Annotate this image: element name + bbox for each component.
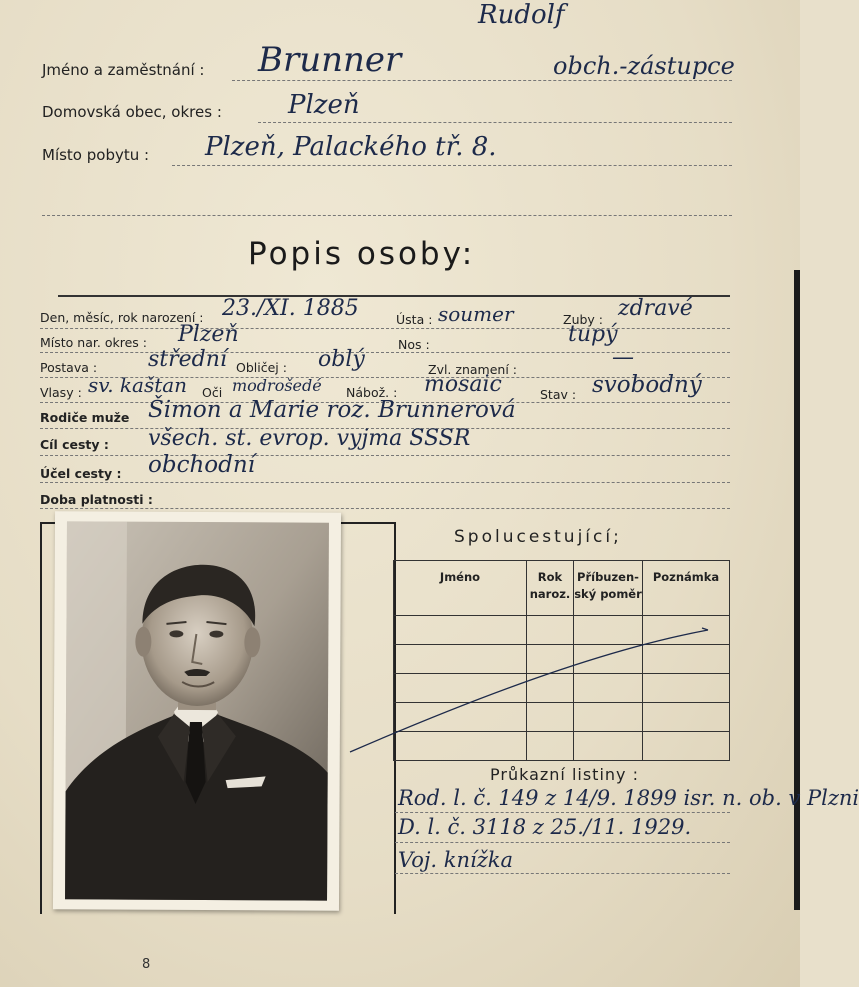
portrait-photograph (53, 511, 341, 910)
destination-label: Cíl cesty : (40, 437, 109, 452)
handwritten-eyes: modrošedé (232, 376, 322, 395)
page-number: 8 (142, 957, 151, 972)
purpose-label: Účel cesty : (40, 466, 122, 481)
handwritten-document-2: D. l. č. 3118 z 25./11. 1929. (398, 815, 692, 839)
handwritten-document-3: Voj. knížka (398, 848, 514, 872)
build-label: Postava : (40, 360, 98, 375)
mouth-label: Ústa : (396, 312, 433, 327)
col-header-birth-year: Rok naroz. (527, 561, 574, 616)
handwritten-nose: tupý (568, 322, 618, 347)
birthplace-label: Místo nar. okres : (40, 335, 147, 350)
handwritten-residence: Plzeň, Palackého tř. 8. (205, 132, 497, 162)
handwritten-build: střední (148, 347, 227, 372)
doc-line-3 (395, 873, 730, 874)
doc-line-1 (395, 812, 730, 813)
companions-title: Spolucestující; (454, 527, 622, 547)
residence-label: Místo pobytu : (42, 146, 150, 164)
nose-label: Nos : (398, 337, 430, 352)
handwritten-home: Plzeň (288, 90, 360, 120)
handwritten-document-1: Rod. l. č. 149 z 14/9. 1899 isr. n. ob. v Plzni (398, 786, 859, 810)
handwritten-occupation: obch.-zástupce (553, 52, 735, 80)
handwritten-surname: Brunner (258, 40, 402, 80)
doc-line-2 (395, 842, 730, 843)
portrait-image (65, 521, 329, 900)
handwritten-birthplace: Plzeň (178, 322, 239, 347)
handwritten-parents: Šimon a Marie roz. Brunnerová (148, 397, 516, 423)
handwritten-purpose: obchodní (148, 452, 256, 478)
eyes-label: Oči (202, 385, 223, 400)
hair-label: Vlasy : (40, 385, 82, 400)
name-occupation-label: Jméno a zaměstnání : (42, 61, 205, 79)
parents-label: Rodiče muže (40, 410, 130, 425)
special-marks-label: Zvl. znamení : (428, 362, 517, 377)
validity-label: Doba platnosti : (40, 492, 153, 507)
religion-label: Nábož. : (346, 385, 398, 400)
handwritten-hair: sv. kaštan (88, 373, 188, 397)
handwritten-special-marks: — (612, 345, 634, 370)
handwritten-mouth: soumer (438, 302, 514, 326)
teeth-label: Zuby : (563, 312, 604, 327)
handwritten-marital-status: svobodný (592, 372, 702, 398)
handwritten-birth-date: 23./XI. 1885 (222, 296, 359, 321)
handwritten-destination: všech. st. evrop. vyjma SSSR (148, 426, 471, 451)
col-header-note: Poznámka (643, 561, 730, 616)
marital-status-label: Stav : (540, 387, 577, 402)
face-label: Obličej : (236, 360, 287, 375)
documents-title: Průkazní listiny : (490, 765, 639, 784)
page-title: Popis osoby: (248, 236, 476, 272)
handwritten-first-name: Rudolf (478, 0, 565, 30)
handwritten-teeth: zdravé (618, 296, 693, 321)
handwritten-religion: mosaic (424, 372, 502, 397)
home-municipality-label: Domovská obec, okres : (42, 103, 222, 121)
col-header-name: Jméno (394, 561, 527, 616)
birth-date-label: Den, měsíc, rok narození : (40, 310, 204, 325)
col-header-relationship: Příbuzen- ský poměr (574, 561, 643, 616)
handwritten-face: oblý (318, 347, 365, 372)
